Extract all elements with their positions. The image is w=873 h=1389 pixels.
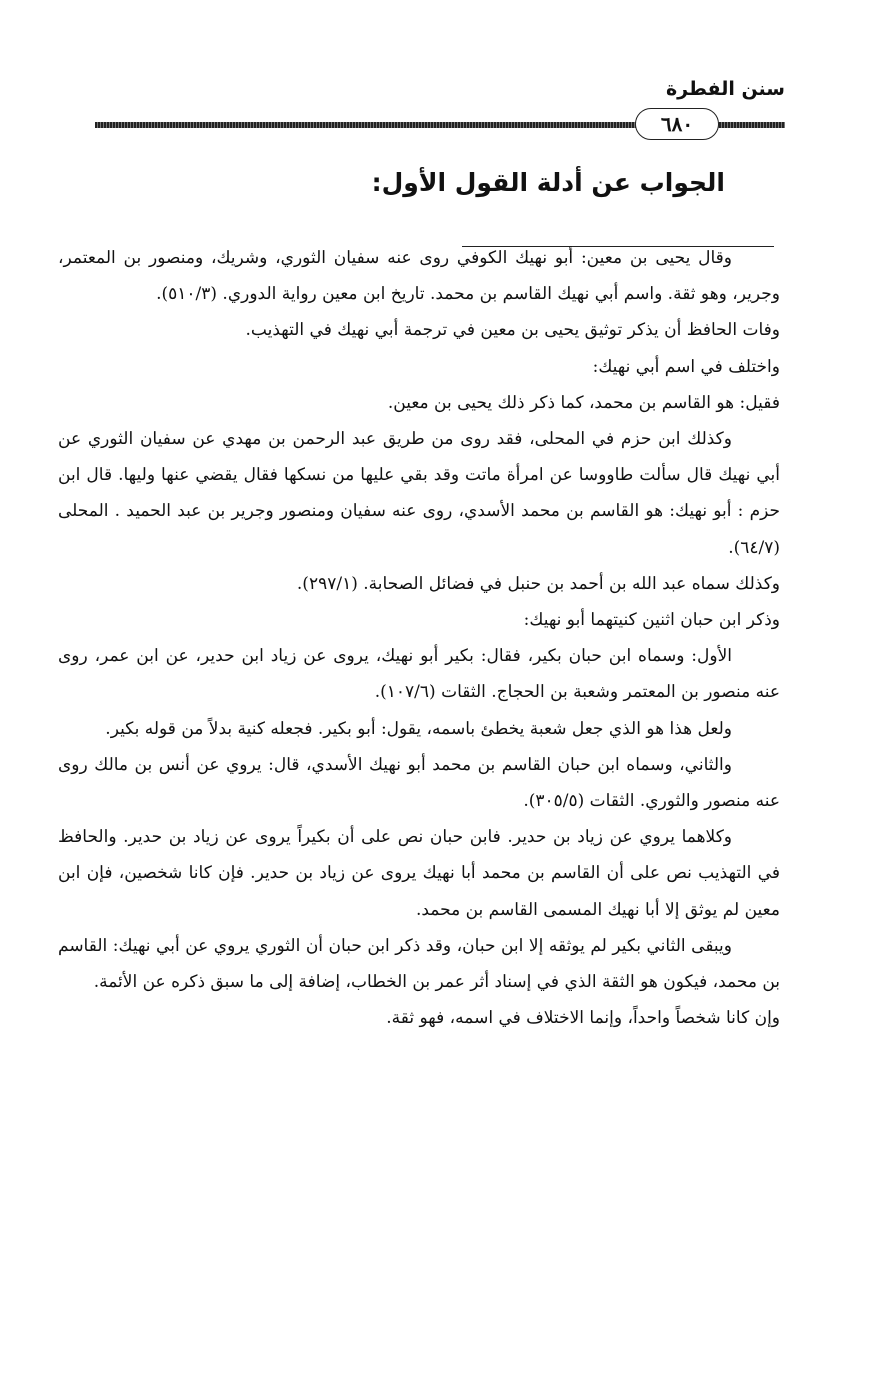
paragraph: والثاني، وسماه ابن حبان القاسم بن محمد أبو نهيك الأسدي، قال: يروي عن أنس بن مالك روى عنه منصور والثوري. الثقات (٣٠٥/٥). (58, 754, 780, 812)
paragraph: وكلاهما يروي عن زياد بن حدير. فابن حبان نص على أن بكيراً يروى عن زياد بن حدير. والحافظ في التهذيب نص على أن القاسم بن محمد أبا نهيك يروى عن زياد بن حدير. فإن كانا شخصين، فإن ابن معين لم يوثق إلا أبا نهيك المسمى القاسم بن محمد. (58, 827, 780, 920)
page-header (95, 78, 785, 138)
paragraph: وكذلك ابن حزم في المحلى، فقد روى من طريق عبد الرحمن بن مهدي عن سفيان الثوري عن أبي نهيك قال سألت طاووسا عن امرأة ماتت وقد بقي عليها من نسكها فقال يقضي عنها وليها. قال ابن حزم : أبو نهيك: هو القاسم بن محمد الأسدي، روى عنه سفيان ومنصور وجرير بن عبد الحميد . المحلى (٦٤/٧). (58, 429, 780, 558)
paragraph: فقيل: هو القاسم بن محمد، كما ذكر ذلك يحيى بن معين. (387, 392, 780, 413)
book-title: سنن الفطرة (665, 78, 785, 100)
paragraph: واختلف في اسم أبي نهيك: (592, 356, 780, 377)
paragraph: ويبقى الثاني بكير لم يوثقه إلا ابن حبان، وقد ذكر ابن حبان أن الثوري يروي عن أبي نهيك: القاسم بن محمد، فيكون هو الثقة الذي في إسناد أثر عمر بن الخطاب، إضافة إلى ما سبق ذكره عن الأئمة. (58, 935, 780, 993)
section-heading: الجواب عن أدلة القول الأول: (371, 168, 725, 197)
paragraph: وكذلك سماه عبد الله بن أحمد بن حنبل في فضائل الصحابة. (٢٩٧/١). (296, 573, 780, 594)
page-body (58, 240, 780, 1036)
paragraph: ولعل هذا هو الذي جعل شعبة يخطئ باسمه، يقول: أبو بكير. فجعله كنية بدلاً من قوله بكير. (105, 718, 732, 739)
paragraph: وذكر ابن حبان اثنين كنيتهما أبو نهيك: (523, 610, 780, 631)
paragraph: وقال يحيى بن معين: أبو نهيك الكوفي روى عنه سفيان الثوري، وشريك، ومنصور بن المعتمر، وجرير، وهو ثقة. واسم أبي نهيك القاسم بن محمد. تاريخ ابن معين رواية الدوري. (٥١٠/٣). (58, 248, 780, 305)
paragraph: الأول: وسماه ابن حبان بكير، فقال: بكير أبو نهيك، يروى عن زياد ابن حدير، عن ابن عمر، روى عنه منصور بن المعتمر وشعبة بن الحجاج. الثقات (١٠٧/٦). (58, 646, 780, 703)
paragraph: وإن كانا شخصاً واحداً، وإنما الاختلاف في اسمه، فهو ثقة. (386, 1008, 780, 1029)
paragraph: وفات الحافظ أن يذكر توثيق يحيى بن معين في ترجمة أبي نهيك في التهذيب. (245, 320, 780, 341)
page-number: ٦٨٠ (635, 108, 719, 140)
